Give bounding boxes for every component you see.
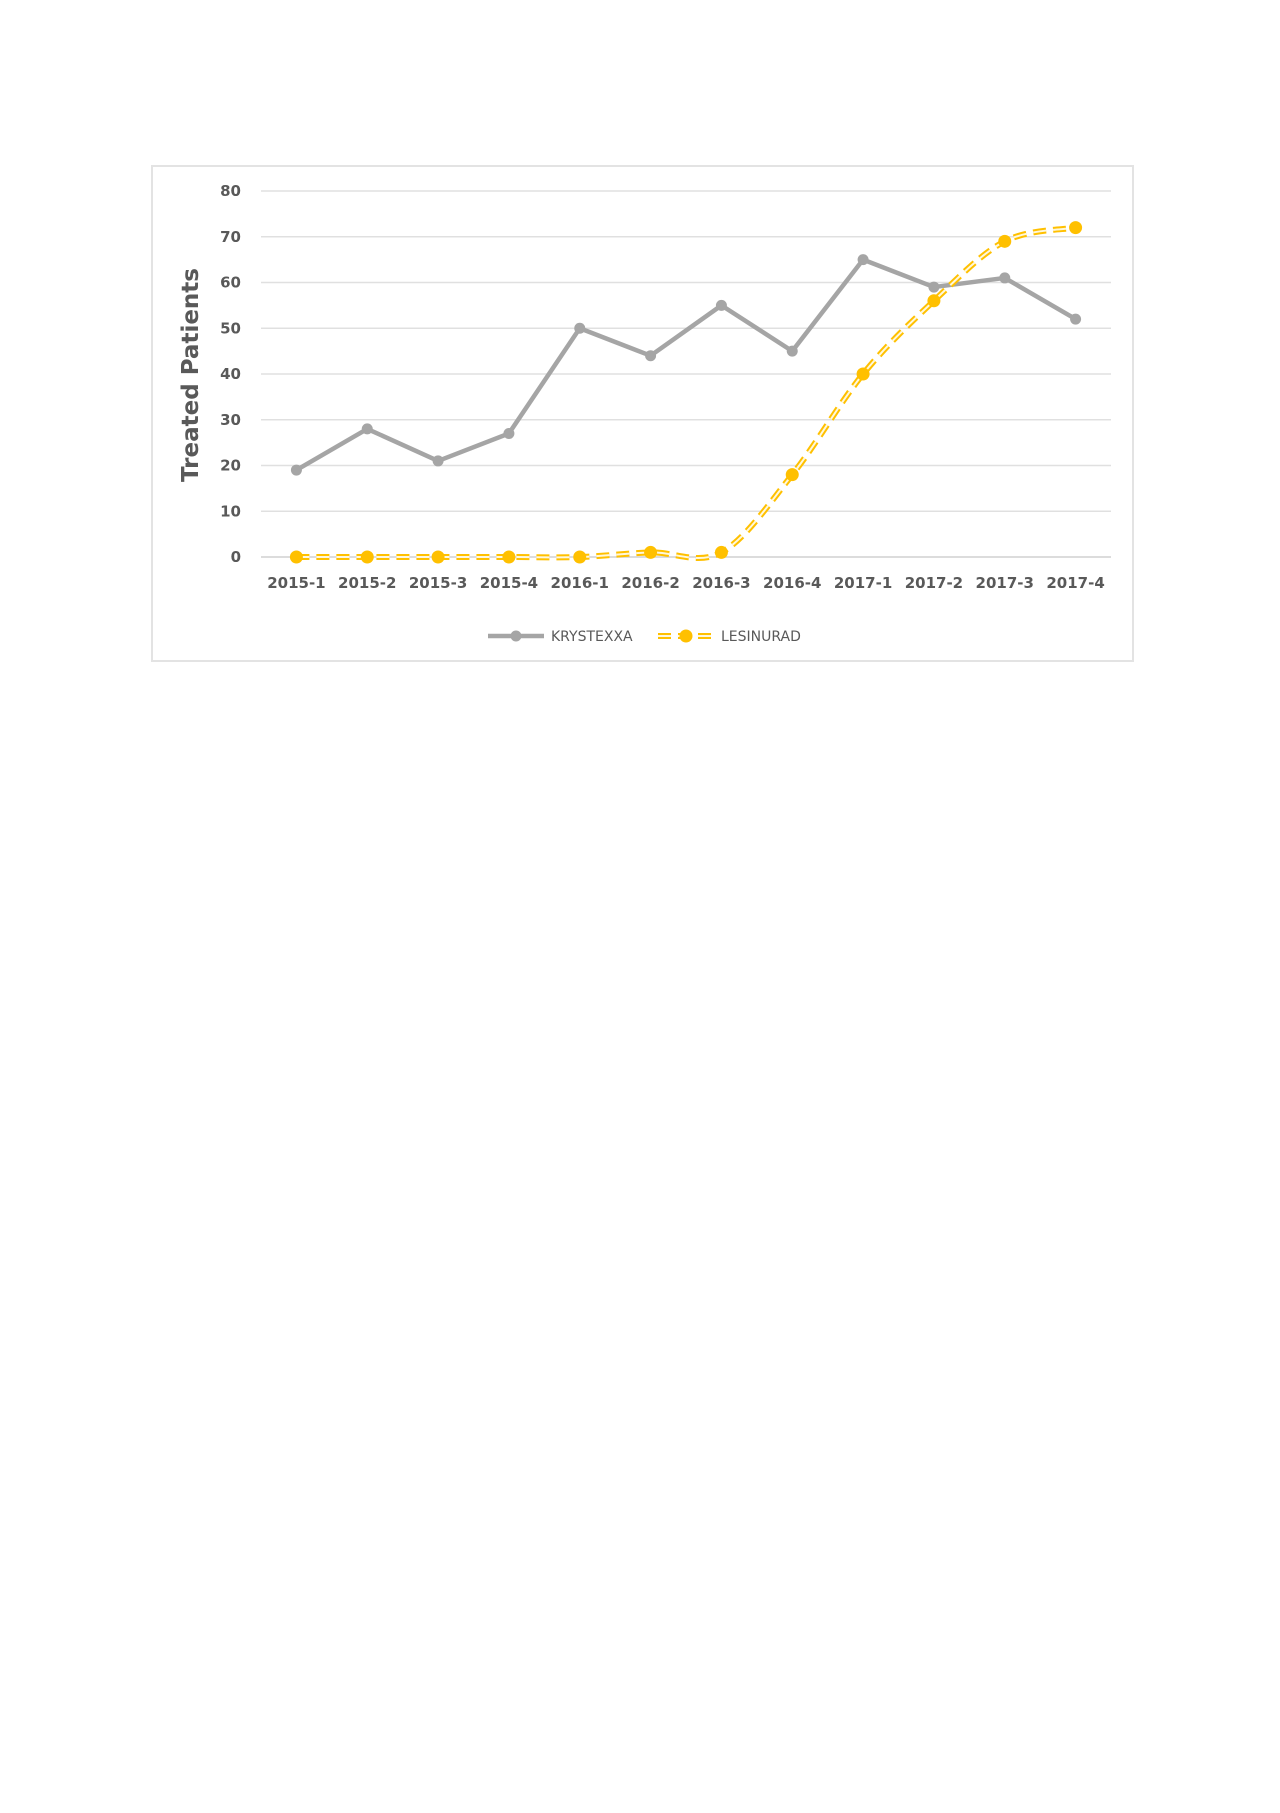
data-point-krystexxa	[787, 346, 798, 357]
data-point-krystexxa	[716, 300, 727, 311]
data-point-krystexxa	[858, 254, 869, 265]
y-tick-label: 60	[220, 273, 241, 292]
chart-frame	[151, 165, 1134, 662]
data-point-lesinurad	[927, 294, 940, 307]
legend-item-lesinurad	[658, 629, 801, 645]
legend-label: LESINURAD	[721, 629, 801, 645]
y-tick-label: 10	[220, 502, 241, 521]
data-point-krystexxa	[503, 428, 514, 439]
data-point-krystexxa	[999, 272, 1010, 283]
x-tick-label: 2016-4	[763, 574, 822, 592]
data-point-lesinurad	[290, 551, 303, 564]
data-point-lesinurad	[1069, 221, 1082, 234]
y-tick-label: 50	[220, 319, 241, 338]
x-tick-label: 2017-1	[833, 574, 893, 592]
y-axis-title: Treated Patients	[178, 268, 204, 482]
x-tick-label: 2015-4	[479, 574, 539, 592]
series-lesinurad	[290, 221, 1082, 563]
y-tick-label: 20	[220, 456, 241, 475]
legend-marker	[511, 631, 522, 642]
x-tick-label: 2015-3	[408, 574, 468, 592]
data-point-krystexxa	[362, 423, 373, 434]
y-tick-label: 40	[220, 365, 241, 383]
y-axis-ticks	[220, 182, 241, 566]
x-tick-label: 2017-3	[975, 574, 1034, 592]
data-point-lesinurad	[715, 546, 728, 559]
data-point-krystexxa	[928, 282, 939, 293]
data-point-lesinurad	[432, 551, 445, 564]
series-line-inner	[296, 228, 1075, 558]
x-tick-label: 2015-2	[338, 574, 397, 592]
legend-label: KRYSTEXXA	[551, 629, 633, 645]
legend-item-krystexxa	[488, 629, 633, 645]
legend	[488, 629, 801, 645]
x-axis-ticks	[267, 574, 1105, 592]
y-tick-label: 30	[220, 410, 241, 429]
series	[290, 221, 1082, 563]
data-point-krystexxa	[433, 455, 444, 466]
gridlines	[261, 191, 1111, 557]
legend-marker	[680, 630, 693, 643]
data-point-lesinurad	[857, 368, 870, 381]
data-point-lesinurad	[502, 551, 515, 564]
x-tick-label: 2017-2	[904, 574, 964, 592]
data-point-lesinurad	[786, 468, 799, 481]
data-point-lesinurad	[644, 546, 657, 559]
x-tick-label: 2017-4	[1046, 574, 1105, 592]
x-tick-label: 2016-1	[550, 574, 609, 592]
data-point-krystexxa	[574, 323, 585, 334]
y-tick-label: 0	[230, 548, 241, 566]
data-point-krystexxa	[1070, 314, 1081, 325]
data-point-lesinurad	[998, 235, 1011, 248]
data-point-krystexxa	[291, 465, 302, 476]
x-tick-label: 2015-1	[267, 574, 326, 592]
y-tick-label: 80	[220, 182, 241, 200]
series-line-krystexxa	[296, 260, 1075, 470]
x-tick-label: 2016-3	[692, 574, 751, 592]
y-tick-label: 70	[220, 227, 241, 246]
series-krystexxa	[291, 254, 1081, 475]
line-chart	[153, 167, 1132, 660]
data-point-krystexxa	[645, 350, 656, 361]
data-point-lesinurad	[573, 551, 586, 564]
x-tick-label: 2016-2	[621, 574, 680, 592]
data-point-lesinurad	[361, 551, 374, 564]
